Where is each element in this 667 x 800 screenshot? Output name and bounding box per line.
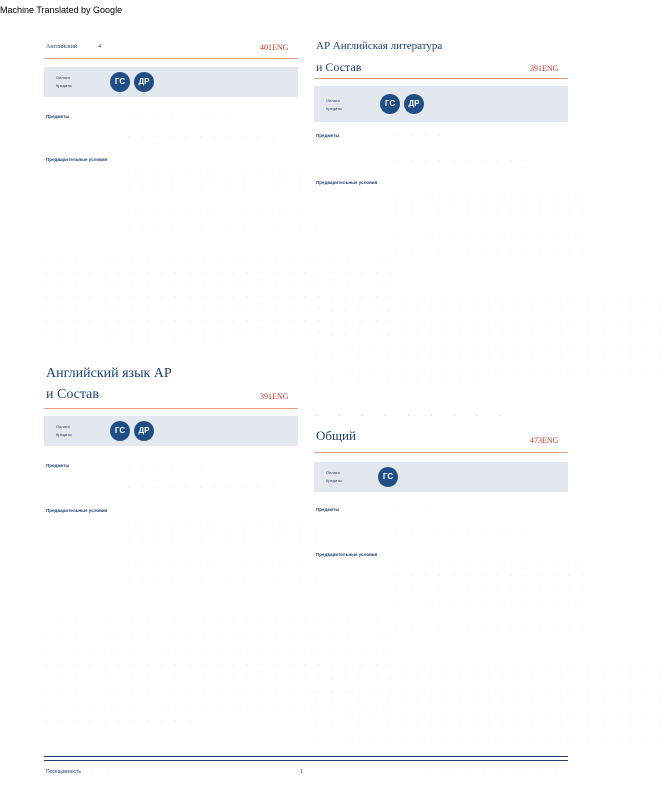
course-title: Английский язык АР <box>46 366 172 381</box>
text-line: · · · · · · · · · · · · · · · · · · · · · · · · · <box>46 662 398 667</box>
text-line: · · · · · · · · · · · · · · <box>128 540 322 545</box>
text-line: · · · · · · · · · · · · · · · · · · · · · · · · · <box>316 308 667 313</box>
text-line: · · · · · · · · · · · · · · · · · · · · · · · · · <box>46 648 398 653</box>
text-line: · · · · · · · · · · · · · · · · · · · · · · · · · <box>316 736 667 741</box>
text-line: · · · · · · · · · · · · · · · · · · · · · · · · · <box>46 258 398 263</box>
text-line: · · · · · · · · · · · · · · <box>396 583 590 588</box>
course-code: 401ENG <box>260 43 289 52</box>
course-badge-icon: ГС <box>378 467 398 487</box>
text-line: · · · · · · · · · · · · · · <box>128 580 322 585</box>
footer-left: Посещаемость <box>46 769 81 775</box>
band-label: Оплата <box>56 75 70 80</box>
field-label: Предметы <box>46 114 70 119</box>
text-line: · · · · · · · · · · · · <box>316 380 481 385</box>
text-line: · · · · · · · · · · · · · · · · · · · · · · · · · <box>316 344 667 349</box>
text-line: · · · · · · · · · · · · · · <box>396 563 590 568</box>
text-line: · · · · · · · · · · · · · · · · · · · · · · · · · <box>316 356 667 361</box>
text-line: · · · · · · · · · · · <box>128 134 279 139</box>
text-line: · · · · · · · · · · · · · · <box>396 623 590 628</box>
text-line: · · · · · · · · · · · · · · <box>128 520 322 525</box>
course-badge-icon: ГС <box>110 72 130 92</box>
course-title: и Состав <box>316 60 362 74</box>
footer-text: · · · · · · · · · · <box>426 769 563 774</box>
course-code: 391ENG <box>530 64 559 73</box>
header-number: 4 <box>98 44 101 50</box>
prereq-label: Предварительные условия <box>316 552 378 557</box>
text-line: · · · · · · · · · · · · · · · · · · · · · · · · · <box>46 270 398 275</box>
text-line: · · · · · · · · · · · · · · <box>128 168 322 173</box>
field-label: Предметы <box>316 133 340 138</box>
text-line: · · · · · · · · · · · · · · · · · · · · · · · · · <box>46 282 398 287</box>
course-badge-icon: ДР <box>134 421 154 441</box>
text-line: · · · · · · · · · <box>316 414 511 419</box>
course-title: АР Английская литература <box>316 40 443 52</box>
text-line: · · · · <box>396 133 447 138</box>
text-line: · · · · · · · · · · · · · · · · · · · · · · · · · <box>46 704 398 709</box>
info-band <box>44 67 298 97</box>
prereq-label: Предварительные условия <box>46 157 108 162</box>
divider <box>44 408 298 409</box>
text-line: · · · · · · · · · · · · · · <box>128 208 322 213</box>
text-line: · · · · · · · · · · · · · · · · · · · · · · · · · <box>46 620 398 625</box>
machine-translated-banner: Machine Translated by Google <box>0 5 123 15</box>
band-label: Оплата <box>326 98 340 103</box>
header-left: Английский <box>46 44 78 50</box>
text-line: · · · · · · · <box>128 463 222 468</box>
band-label: Кредиты <box>56 432 72 437</box>
text-line: · · · · · · · · · · · · · · · · · · · · · · · · · <box>316 724 667 729</box>
text-line: · · · · · · · · · · · · · · <box>128 228 322 233</box>
text-line: · · · <box>396 507 432 512</box>
text-line: · · · · · · · · · · · · · · <box>128 178 322 183</box>
divider <box>314 78 568 79</box>
text-line: · · · · · · · · · · <box>396 530 533 535</box>
footer-text: · · <box>92 769 114 774</box>
page-number: 1 <box>300 769 303 775</box>
text-line: · · · · · · · · · · · · · · <box>396 573 590 578</box>
text-line: · · · · · · · · · · · · · · · · · · · · · · · · · <box>46 294 398 299</box>
course-title: Общий <box>316 428 356 443</box>
course-code: 473ENG <box>530 436 559 445</box>
text-line: · · · · · · · · · · · · · · · · · · · · · · · · · <box>46 634 398 639</box>
text-line: · · · · · · · · · · · <box>46 718 197 723</box>
course-badge-icon: ДР <box>134 72 154 92</box>
course-badge-icon: ДР <box>404 94 424 114</box>
text-line: · · · · · · · · · · <box>396 158 533 163</box>
text-line: · · · · · · · · · · · · · · <box>396 603 590 608</box>
text-line: · · · · · · · · · · · · · · · · · · · · · · · · · <box>46 330 398 335</box>
text-line: · · · · · · · · · · · · · <box>46 340 226 345</box>
text-line: · · · · · · · · · · · · · · · · · · · · · · · · · <box>46 318 398 323</box>
text-line: · · · · · · · · <box>128 114 236 119</box>
field-label: Предметы <box>46 463 70 468</box>
footer-rule <box>44 760 568 761</box>
course-badge-icon: ГС <box>110 421 130 441</box>
info-band <box>44 416 298 446</box>
band-label: Оплата <box>326 470 340 475</box>
text-line: · · · · · · · · · · · · · · · · · · · · · · · · · <box>316 688 667 693</box>
text-line: · · · · · · · · · · · · · · · · · · · · · · · · · <box>316 320 667 325</box>
prereq-label: Предварительные условия <box>46 508 108 513</box>
band-label: Кредиты <box>56 83 72 88</box>
text-line: · · · · · · · · · · · · · · <box>128 530 322 535</box>
text-line: · · · · · · · · · · · · · · · · · · · · · · · · · <box>316 712 667 717</box>
divider <box>44 58 298 59</box>
text-line: · · · · · · · · · · · · · · · · · · · · · · · · · <box>316 664 667 669</box>
info-band <box>314 86 568 122</box>
text-line: · · · · · · · · · · · <box>128 485 279 490</box>
text-line: · · · · · · · · · · · · · · · · · · · · · · · · · <box>46 306 398 311</box>
text-line: · · · · · · · · · · · · · · · · · · · · · · · · · <box>46 676 398 681</box>
band-label: Оплата <box>56 424 70 429</box>
text-line: · · · · · · · · · · · · · · <box>396 212 590 217</box>
course-code: 391ENG <box>260 392 289 401</box>
text-line: · · · · · · · · · · · · · · <box>396 252 590 257</box>
field-label: Предметы <box>316 507 340 512</box>
text-line: · · · · · · · · · · · · · · · · · · · · · · · · · <box>46 690 398 695</box>
course-title: и Состав <box>46 387 100 402</box>
info-band <box>314 462 568 492</box>
footer-rule <box>44 756 568 757</box>
prereq-label: Предварительные условия <box>316 180 378 185</box>
band-label: Кредиты <box>326 478 342 483</box>
text-line: · · · · · · · · · · · · · · · · · · · · · · · · · <box>316 296 667 301</box>
text-line: · · · · · · · · · · · · · · <box>128 188 322 193</box>
band-label: Кредиты <box>326 106 342 111</box>
text-line: · · · · · · · · · · · · · · <box>396 232 590 237</box>
text-line: · · · · · · · · · · · · · · · · · · · · · · · · · <box>316 332 667 337</box>
text-line: · · · · · · · · · · · · · · <box>396 192 590 197</box>
divider <box>314 452 568 453</box>
text-line: · · · · · · · · · · · · · · · · · · · · · · · · · <box>316 676 667 681</box>
text-line: · · · · · · · · · · · · · · · · · · · · · · · · · <box>316 700 667 705</box>
text-line: · · · · · · · · · · · · · · <box>396 202 590 207</box>
text-line: · · · · · · · · · · · · · · <box>128 560 322 565</box>
course-badge-icon: ГС <box>380 94 400 114</box>
text-line: · · · · · · · · · · · · · · · · · · · · · · · · · <box>316 368 667 373</box>
